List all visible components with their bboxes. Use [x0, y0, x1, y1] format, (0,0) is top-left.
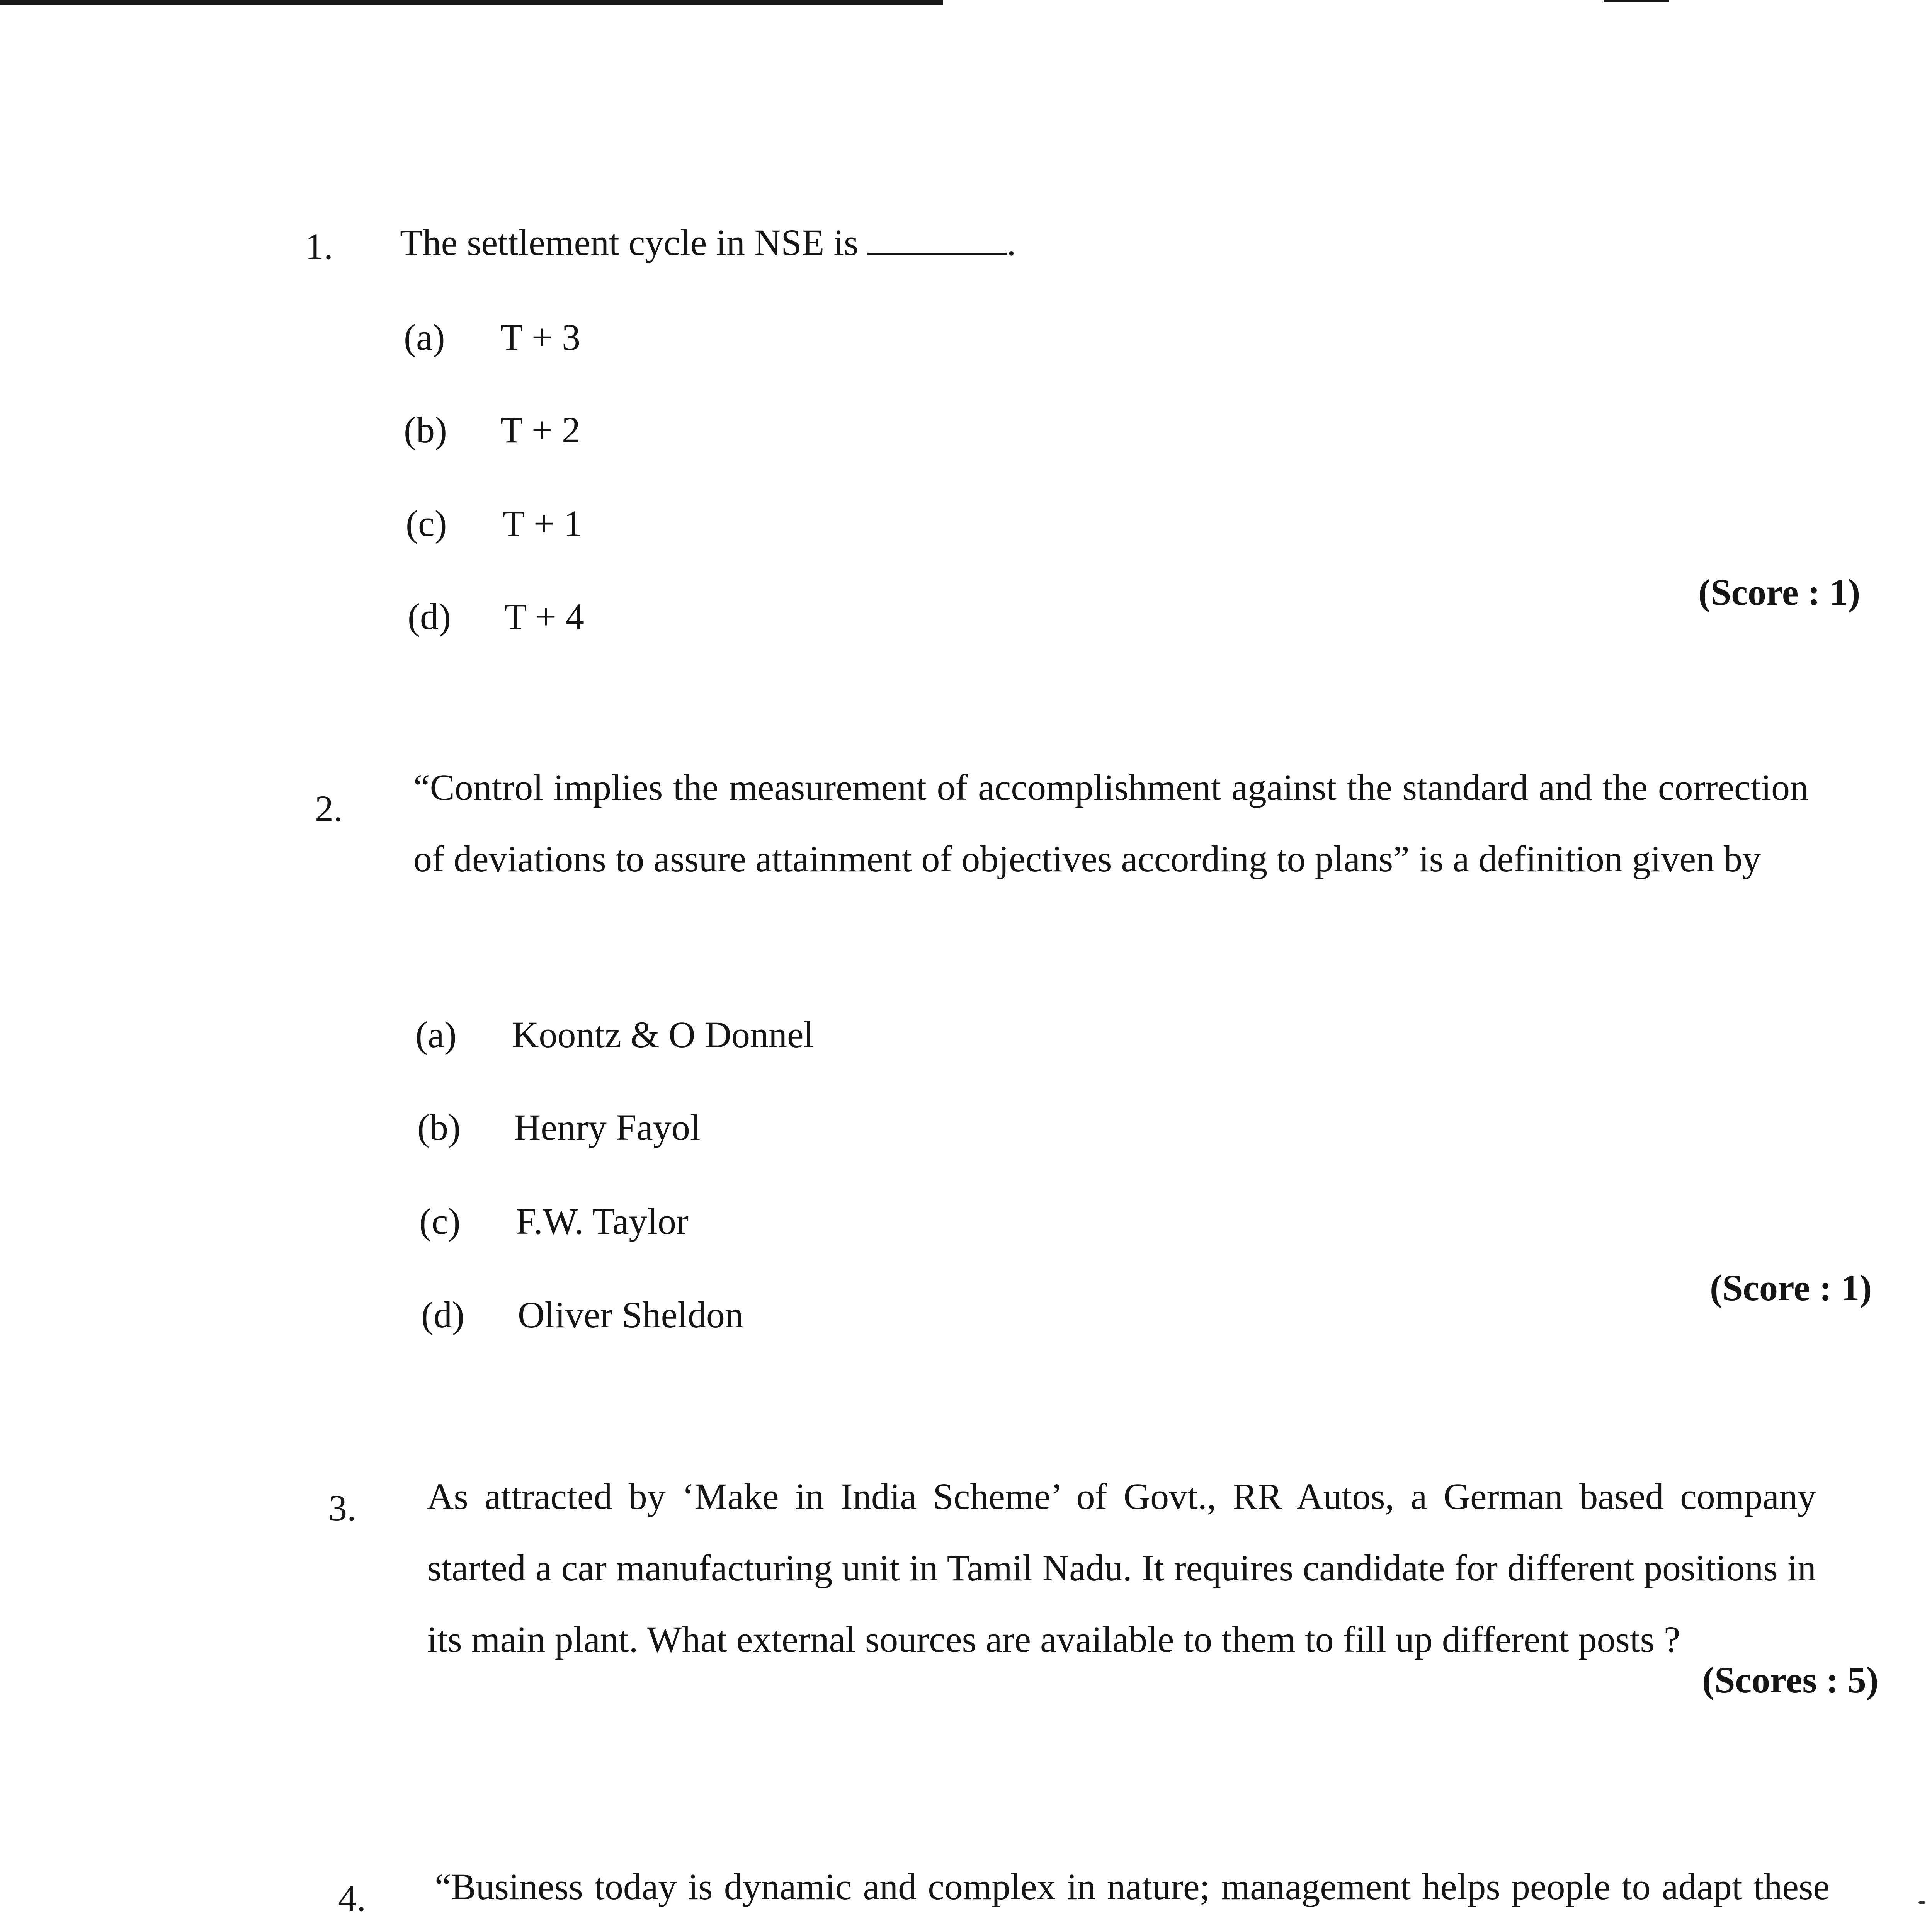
option-letter: (a): [415, 1014, 457, 1055]
option-letter: (d): [408, 596, 451, 637]
option-text: T + 2: [500, 409, 581, 451]
question-text: “Control implies the measurement of accomplishment against the standard and the correction of deviations to assure attainment of objectives according to plans” is a definition given by: [413, 767, 1808, 879]
option-letter: (c): [419, 1201, 461, 1242]
option-text: T + 4: [504, 596, 585, 637]
option-text: Koontz & O Donnel: [512, 1014, 814, 1055]
question-number: 2.: [315, 788, 343, 829]
option-text: Oliver Sheldon: [518, 1294, 743, 1335]
option-d: [408, 581, 584, 652]
option-letter: (b): [404, 409, 447, 451]
answer-blank: [867, 226, 1007, 255]
option-letter: (a): [404, 316, 445, 358]
score-label: (Score : 1): [1698, 571, 1861, 613]
option-b: [404, 394, 580, 466]
question-number: 4.: [338, 1878, 366, 1919]
score-label: (Scores : 5): [1702, 1659, 1879, 1701]
option-text: F.W. Taylor: [516, 1201, 689, 1242]
question-text: As attracted by ‘Make in India Scheme’ of Govt., RR Autos, a German based company started a car manufacturing unit in Tamil Nadu. It requires candidate for different positions in its main plant. What external sources are available to them to fill up different posts ?: [427, 1476, 1816, 1660]
option-letter: (d): [421, 1294, 464, 1335]
top-rule-right: [1604, 0, 1669, 2]
option-b: [417, 1092, 701, 1163]
option-text: Henry Fayol: [514, 1107, 701, 1148]
option-a: [415, 999, 814, 1070]
option-c: [406, 488, 582, 559]
option-d: [421, 1279, 743, 1350]
option-c: [419, 1185, 689, 1257]
option-letter: (c): [406, 503, 447, 544]
question-number: 3.: [328, 1487, 356, 1529]
option-text: T + 3: [500, 316, 581, 358]
option-text: T + 1: [502, 503, 583, 544]
question-text: “Business today is dynamic and complex in nature; management helps people to adapt these: [435, 1866, 1830, 1907]
scan-speck: [1918, 1901, 1925, 1904]
question-number: 1.: [305, 226, 333, 267]
option-letter: (b): [417, 1107, 461, 1148]
score-label: (Score : 1): [1710, 1267, 1872, 1308]
question-stem-suffix: .: [1007, 222, 1016, 263]
top-rule: [0, 0, 943, 5]
question-text: [400, 207, 1868, 278]
option-a: [404, 301, 580, 373]
question-stem: The settlement cycle in NSE is: [400, 222, 859, 263]
